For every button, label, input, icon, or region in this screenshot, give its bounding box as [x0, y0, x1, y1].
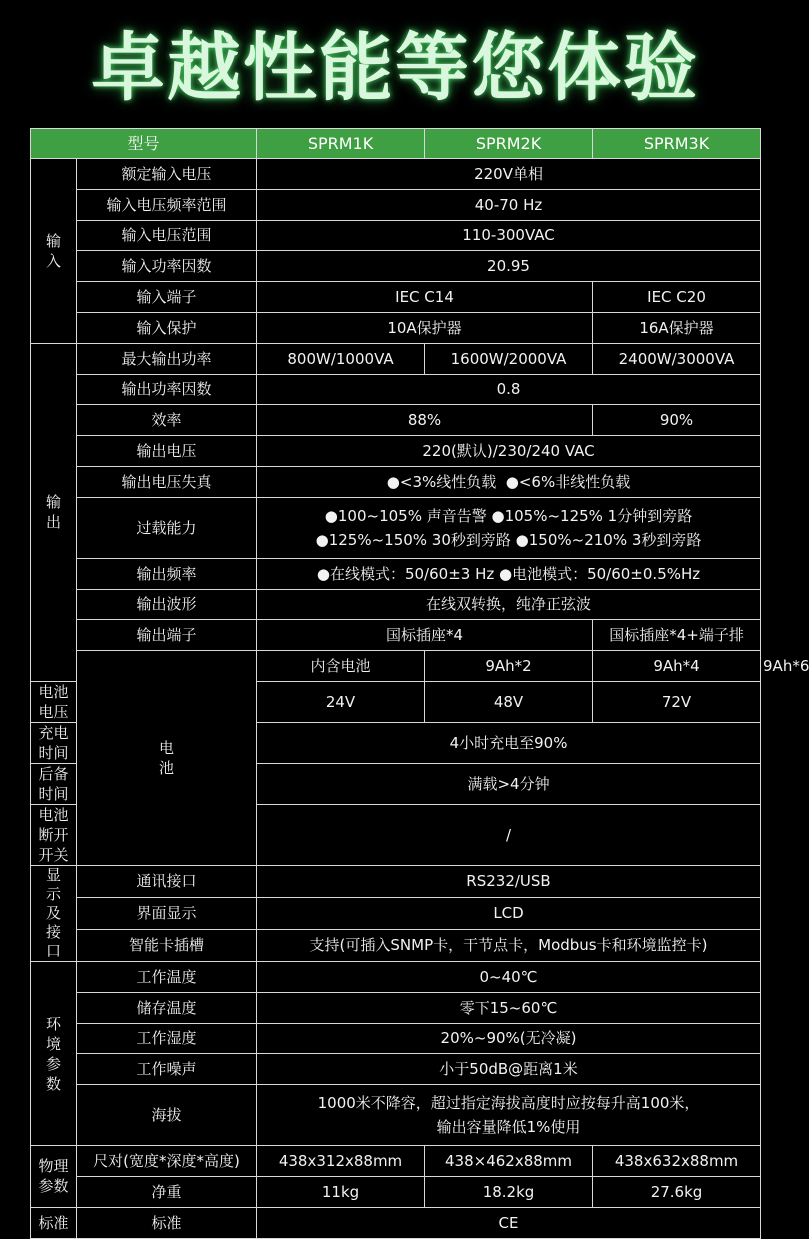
row-value: 10A保护器: [257, 312, 593, 343]
header-row: [31, 129, 761, 159]
table-row: [31, 558, 761, 589]
row-value: 16A保护器: [593, 312, 761, 343]
table-row: [31, 374, 761, 405]
row-value: 1600W/2000VA: [425, 343, 593, 374]
row-label: 过载能力: [77, 497, 257, 558]
row-label: 输入端子: [77, 282, 257, 313]
group-battery-label: 电池: [158, 739, 174, 778]
group-environment-label: 环境参数: [45, 1014, 61, 1093]
row-value: 9Ah*4: [593, 651, 761, 682]
table-row: [31, 897, 761, 929]
row-label: 工作湿度: [77, 1023, 257, 1054]
table-row: [31, 620, 761, 651]
row-value: ●在线模式：50/60±3 Hz ●电池模式：50/60±0.5%Hz: [257, 558, 761, 589]
row-value: RS232/USB: [257, 865, 761, 897]
row-label: 额定输入电压: [77, 159, 257, 190]
row-value: 满载>4分钟: [257, 763, 761, 804]
row-value: 40-70 Hz: [257, 189, 761, 220]
group-battery: [77, 651, 257, 866]
row-label: 工作温度: [77, 961, 257, 992]
table-row: [31, 1207, 761, 1238]
table-row: [31, 343, 761, 374]
table-row: [31, 1146, 761, 1177]
group-environment: [31, 961, 77, 1145]
group-output: [31, 343, 77, 681]
row-value: 72V: [593, 681, 761, 722]
group-display-label: 显示及接口: [45, 865, 61, 960]
row-label: 输出端子: [77, 620, 257, 651]
row-label: 净重: [77, 1176, 257, 1207]
row-label: 电池电压: [31, 681, 77, 722]
row-label: 内含电池: [257, 651, 425, 682]
row-value: ●<3%线性负载 ●<6%非线性负载: [257, 466, 761, 497]
header-model: 型号: [31, 129, 257, 159]
table-row: [31, 251, 761, 282]
table-row: [31, 1054, 761, 1085]
table-row: [31, 1023, 761, 1054]
row-value: 800W/1000VA: [257, 343, 425, 374]
row-label: 标准: [77, 1207, 257, 1238]
row-value: 110-300VAC: [257, 220, 761, 251]
header-sprm2k: SPRM2K: [425, 129, 593, 159]
table-row: [31, 589, 761, 620]
row-value: 18.2kg: [425, 1176, 593, 1207]
row-label: 尺对(宽度*深度*高度): [77, 1146, 257, 1177]
table-row: [31, 865, 761, 897]
row-value: 2400W/3000VA: [593, 343, 761, 374]
row-value: IEC C14: [257, 282, 593, 313]
row-value: 220V单相: [257, 159, 761, 190]
table-row: [31, 929, 761, 961]
group-display: [31, 865, 77, 961]
table-row: [31, 961, 761, 992]
table-row: [31, 436, 761, 467]
row-value: 20%~90%(无冷凝): [257, 1023, 761, 1054]
row-label: 电池断开开关: [31, 804, 77, 865]
row-value: 9Ah*2: [425, 651, 593, 682]
group-physical: [31, 1146, 77, 1208]
row-value: 90%: [593, 405, 761, 436]
row-value: 20.95: [257, 251, 761, 282]
row-label: 输入保护: [77, 312, 257, 343]
table-row: [31, 282, 761, 313]
row-value: 11kg: [257, 1176, 425, 1207]
row-label: 效率: [77, 405, 257, 436]
table-row: [31, 992, 761, 1023]
row-label: 工作噪声: [77, 1054, 257, 1085]
row-value: /: [257, 804, 761, 865]
table-row: [31, 497, 761, 558]
row-value: 438x632x88mm: [593, 1146, 761, 1177]
table-row: [31, 312, 761, 343]
row-label: 海拔: [77, 1085, 257, 1146]
table-row: [31, 466, 761, 497]
row-value: 88%: [257, 405, 593, 436]
row-label: 界面显示: [77, 897, 257, 929]
row-value: 国标插座*4+端子排: [593, 620, 761, 651]
row-label: 输入电压频率范围: [77, 189, 257, 220]
spec-table: [30, 128, 809, 1239]
row-value: 在线双转换，纯净正弦波: [257, 589, 761, 620]
table-row: 电池 内含电池 9Ah*2 9Ah*4 9Ah*6: [31, 651, 761, 682]
row-label: 输入电压范围: [77, 220, 257, 251]
row-value: IEC C20: [593, 282, 761, 313]
row-value: 支持(可插入SNMP卡，干节点卡，Modbus卡和环境监控卡): [257, 929, 761, 961]
row-label: 输入功率因数: [77, 251, 257, 282]
table-row: [31, 220, 761, 251]
page-title: 卓越性能等您体验: [91, 25, 699, 111]
group-input-label: 输入: [45, 231, 61, 270]
row-label: 输出电压失真: [77, 466, 257, 497]
row-value: 0~40℃: [257, 961, 761, 992]
row-value: 220(默认)/230/240 VAC: [257, 436, 761, 467]
row-value: 438x312x88mm: [257, 1146, 425, 1177]
row-label: 通讯接口: [77, 865, 257, 897]
row-label: 后备时间: [31, 763, 77, 804]
header-sprm1k: SPRM1K: [257, 129, 425, 159]
row-value: 24V: [257, 681, 425, 722]
row-value: 27.6kg: [593, 1176, 761, 1207]
row-value: LCD: [257, 897, 761, 929]
row-value: 438×462x88mm: [425, 1146, 593, 1177]
group-output-label: 输出: [45, 493, 61, 532]
row-label: 输出电压: [77, 436, 257, 467]
row-label: 最大输出功率: [77, 343, 257, 374]
row-label: 充电时间: [31, 722, 77, 763]
row-value: [257, 1085, 761, 1146]
table-row: [31, 1176, 761, 1207]
header-sprm3k: SPRM3K: [593, 129, 761, 159]
row-value: 零下15~60℃: [257, 992, 761, 1023]
row-value: [257, 497, 761, 558]
row-value: 国标插座*4: [257, 620, 593, 651]
row-label: 输出功率因数: [77, 374, 257, 405]
row-value: 4小时充电至90%: [257, 722, 761, 763]
group-physical-label: 物理参数: [38, 1157, 69, 1196]
overload-line-1: ●100~105% 声音告警 ●105%~125% 1分钟到旁路: [324, 506, 693, 525]
table-row: [31, 159, 761, 190]
row-label: 输出频率: [77, 558, 257, 589]
table-row: [31, 189, 761, 220]
row-value: 0.8: [257, 374, 761, 405]
overload-line-2: ●125%~150% 30秒到旁路 ●150%~210% 3秒到旁路: [315, 530, 702, 549]
altitude-line-2: 输出容量降低1%使用: [436, 1118, 581, 1137]
group-input: [31, 159, 77, 344]
row-label: 智能卡插槽: [77, 929, 257, 961]
row-value: 48V: [425, 681, 593, 722]
row-label: 储存温度: [77, 992, 257, 1023]
group-standard: 标准: [31, 1207, 77, 1238]
row-value: CE: [257, 1207, 761, 1238]
table-row: [31, 1085, 761, 1146]
table-row: [31, 405, 761, 436]
row-label: 输出波形: [77, 589, 257, 620]
altitude-line-1: 1000米不降容，超过指定海拔高度时应按每升高100米，: [317, 1094, 700, 1113]
row-value: 小于50dB@距离1米: [257, 1054, 761, 1085]
